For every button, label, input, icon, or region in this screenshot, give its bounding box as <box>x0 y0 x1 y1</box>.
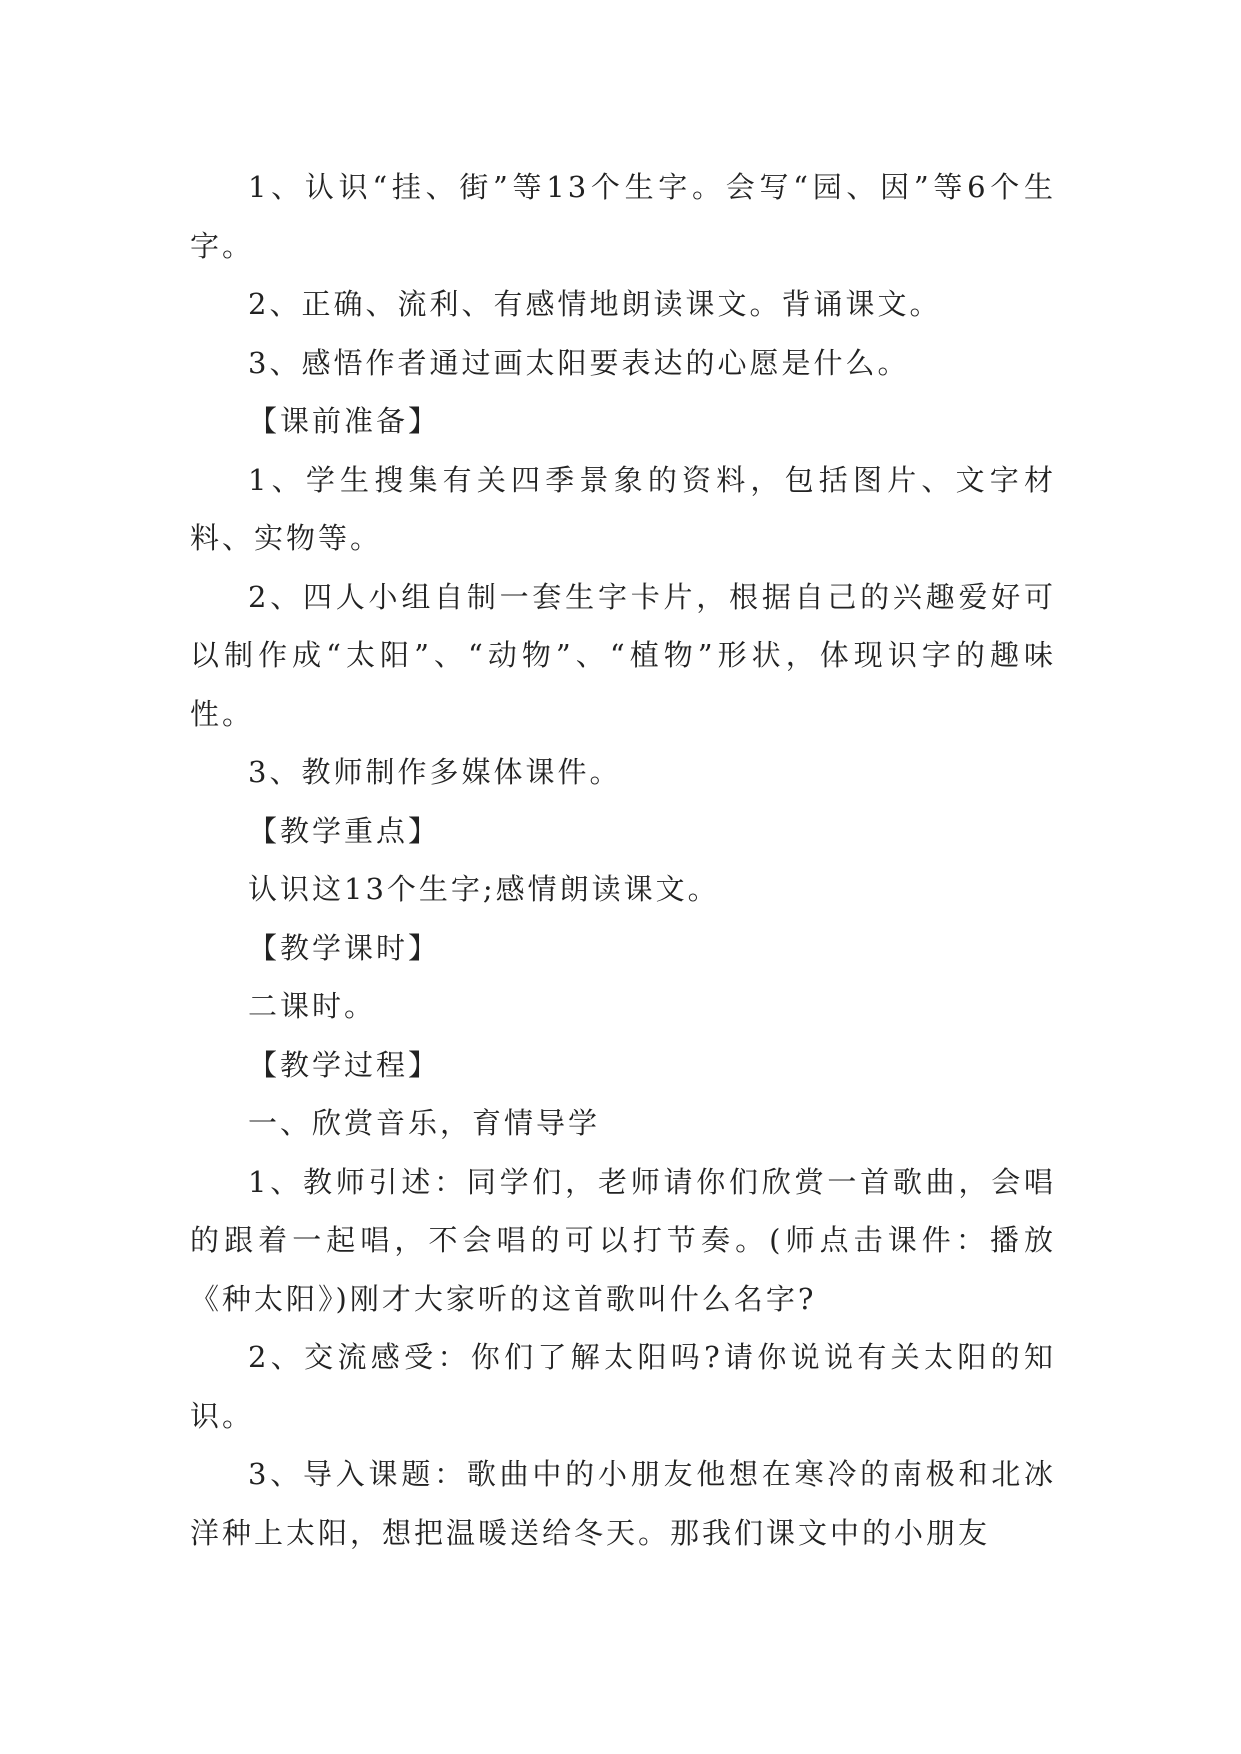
key-points-text: 认识这13个生字;感情朗读课文。 <box>248 872 720 906</box>
preparation-2: 2、四人小组自制一套生字卡片，根据自己的兴趣爱好可以制作成“太阳”、“动物”、“植物”形状，体现识字的趣味性。 <box>190 579 1056 731</box>
preparation-1: 1、学生搜集有关四季景象的资料，包括图片、文字材料、实物等。 <box>190 462 1056 555</box>
document-body <box>190 158 1056 1562</box>
process-item-1: 1、教师引述：同学们，老师请你们欣赏一首歌曲，会唱的跟着一起唱，不会唱的可以打节奏。(师点击课件：播放《种太阳》)刚才大家听的这首歌叫什么名字? <box>190 1164 1056 1316</box>
process-item-2: 2、交流感受：你们了解太阳吗?请你说说有关太阳的知识。 <box>190 1340 1056 1433</box>
section-heading-process: 【教学过程】 <box>248 1047 441 1082</box>
objective-2: 2、正确、流利、有感情地朗读课文。背诵课文。 <box>248 287 942 321</box>
class-hours-text: 二课时。 <box>248 989 377 1023</box>
section-heading-class-hours: 【教学课时】 <box>248 930 441 965</box>
process-step-heading: 一、欣赏音乐，育情导学 <box>248 1106 601 1140</box>
objective-1: 1、认识“挂、街”等13个生字。会写“园、因”等6个生字。 <box>190 170 1056 263</box>
section-heading-key-points: 【教学重点】 <box>248 813 441 848</box>
preparation-3: 3、教师制作多媒体课件。 <box>248 755 622 789</box>
process-item-3: 3、导入课题：歌曲中的小朋友他想在寒冷的南极和北冰洋种上太阳，想把温暖送给冬天。那我们课文中的小朋友 <box>190 1457 1056 1550</box>
section-heading-preparation: 【课前准备】 <box>248 404 441 438</box>
objective-3: 3、感悟作者通过画太阳要表达的心愿是什么。 <box>248 345 910 380</box>
